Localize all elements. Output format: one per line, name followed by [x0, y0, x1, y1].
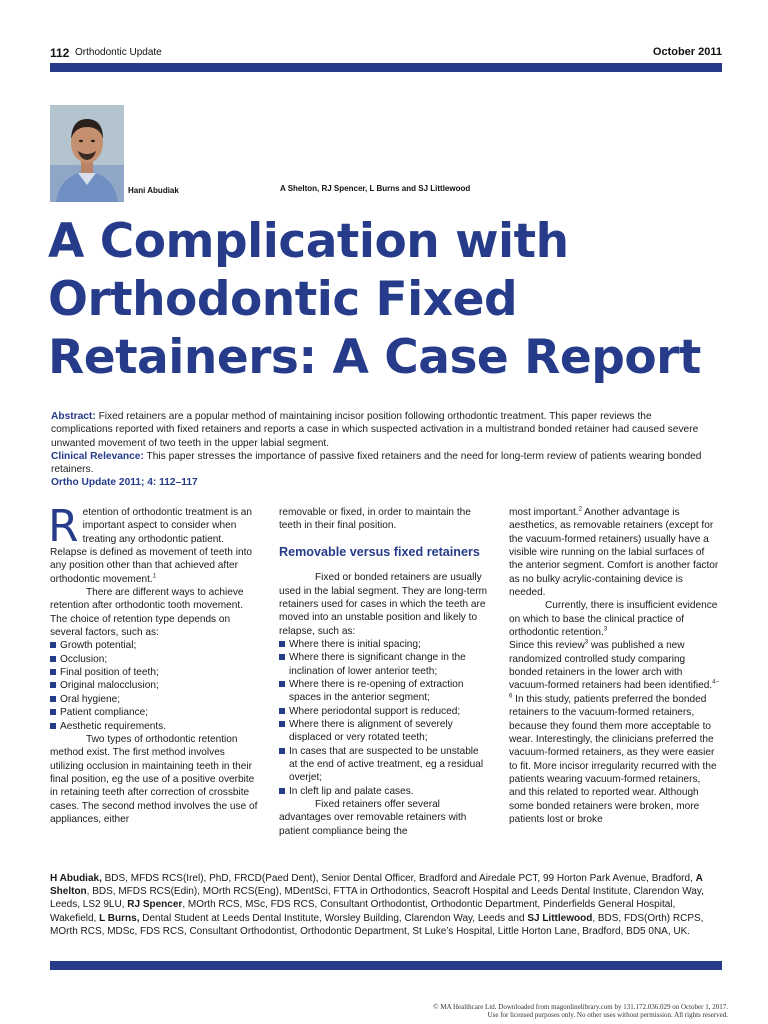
- citation: Ortho Update 2011; 4: 112–117: [51, 477, 198, 489]
- list-item: In cases that are suspected to be unstable at the end of active treatment, eg a residual overjet;: [279, 745, 489, 785]
- list-item: Aesthetic requirements.: [50, 720, 260, 733]
- list-item: Occlusion;: [50, 653, 260, 666]
- journal-name: Orthodontic Update: [75, 47, 162, 58]
- article-title: [48, 213, 728, 387]
- list-item: Patient compliance;: [50, 706, 260, 719]
- author-affiliations: H Abudiak, BDS, MFDS RCS(Irel), PhD, FRCD(Paed Dent), Senior Dental Officer, Bradford and Airedale PCT, 99 Horton Park Avenue, Bradford, A Shelton, BDS, MFDS RCS(Edin), MOrth RCS(Eng), MDentSci, FTTA in Orthodontics, Seacroft Hospital and Leeds Dental Institute, Clarendon Way, Leeds, LS2 9LU, RJ Spencer, MOrth RCS, MSc, FDS RCS, Consultant Orthodontist, Orthodontic Department, Pinderfields General Hospital, Wakefield, L Burns, Dental Student at Leeds Dental Institute, Worsley Building, Clarendon Way, Leeds and SJ Littlewood, BDS, FDS(Orth) RCPS, MOrth RCS, MDSc, FDS RCS, Consultant Orthodontist, Orthodontic Department, St Luke’s Hospital, Little Horton Lane, Bradford, BD5 0NA, UK.: [50, 873, 704, 937]
- clinical-relevance-label: Clinical Relevance:: [51, 450, 144, 462]
- title-line-3: Retainers: A Case Report: [48, 330, 701, 385]
- paragraph: Two types of orthodontic retention method exist. The first method involves utilizing occlusion in maintaining teeth in their final position, eg the use of a positive overbite in retaining teeth after correction of crossbite cases. The second method involves the use of appliances, either: [50, 733, 258, 825]
- title-line-2: Orthodontic Fixed: [48, 272, 518, 327]
- section-heading: Removable versus fixed retainers: [279, 544, 480, 559]
- paragraph: removable or fixed, in order to maintain the teeth in their final position.: [279, 507, 471, 532]
- page-number: 112: [50, 46, 70, 60]
- intro-paragraph: Retention of orthodontic treatment is an important aspect to consider when treating any orthodontic patient. Relapse is defined as movement of teeth into any position other than that achieved after orthodontic movement.$^1$: [48, 501, 253, 585]
- list-item: Oral hygiene;: [50, 693, 260, 706]
- list-item: Where there is re-opening of extraction spaces in the anterior segment;: [279, 678, 489, 705]
- list-item: Where periodontal support is reduced;: [279, 705, 489, 718]
- issue-date: October 2011: [652, 46, 722, 58]
- download-notice: © MA Healthcare Ltd. Downloaded from magonlinelibrary.com by 131.172.036.029 on October 1, 2017. Use for licensed purposes only. No other uses without permission. All rights reserved.: [433, 1003, 728, 1020]
- drop-cap: R: [48, 501, 79, 552]
- abstract-label: Abstract:: [51, 411, 96, 422]
- list-item: Final position of teeth;: [50, 666, 260, 679]
- bullet-list: [50, 639, 260, 732]
- paragraph: There are different ways to achieve retention after orthodontic tooth movement. The choice of retention type depends on several factors, such as:: [50, 587, 244, 639]
- bullet-list: [279, 638, 489, 798]
- photo-caption: Hani Abudiak: [128, 186, 179, 195]
- list-item: Where there is significant change in the inclination of lower anterior teeth;: [279, 651, 489, 678]
- body-column-2: [279, 506, 489, 838]
- list-item: In cleft lip and palate cases.: [279, 785, 489, 798]
- paragraph: most important.$^2$ Another advantage is aesthetics, as removable retainers (except for the vacuum-formed retainers) usually have a visible wire running on the labial surfaces of the anterior segment. Comfort is another factor as no bulky acrylic-containing device is needed.: [509, 506, 719, 599]
- author-photo: [50, 105, 124, 202]
- clinical-relevance: [51, 450, 711, 477]
- paragraph: Currently, there is insufficient evidence on which to base the clinical practice of orthodontic retention.$^3$: [509, 600, 718, 639]
- body-column-3: [509, 506, 719, 826]
- abstract: [51, 410, 711, 490]
- list-item: Growth potential;: [50, 639, 260, 652]
- paragraph: Since this review$^3$ was published a new randomized controlled study comparing bonded retainers in the lower arch with vacuum-formed retainers had been identified.$^{4-6}$ In this study, patients preferred the bonded retainers to the vacuum-formed retainers, because they found them more acceptable to wear. Interestingly, the clinicians preferred the vacuum-formed retainers, as they were easier to fit. More incisor irregularity recurred with the patients wearing vacuum-formed retainers, and this related to reported wear. Although some bonded retainers were broken, more patients lost or broke: [509, 640, 719, 825]
- list-item: Original malocclusion;: [50, 679, 260, 692]
- clinical-relevance-text: This paper stresses the importance of passive fixed retainers and the need for long-term review of patients wearing bonded retainers.: [51, 450, 702, 476]
- abstract-text: Fixed retainers are a popular method of maintaining incisor position following orthodontic treatment. This paper reviews the complications reported with fixed retainers and reports a case in which suspected activation in a multistrand bonded retainer had caused severe unwanted movement of two teeth in the upper labial segment.: [51, 411, 699, 449]
- paragraph: Fixed retainers offer several advantages over removable retainers with patient compliance being the: [279, 799, 467, 837]
- header-rule: [50, 63, 722, 72]
- body-column-1: [48, 501, 260, 826]
- title-line-1: A Complication with: [48, 214, 569, 269]
- list-item: Where there is initial spacing;: [279, 638, 489, 651]
- author-list: A Shelton, RJ Spencer, L Burns and SJ Littlewood: [280, 184, 471, 193]
- paragraph: Fixed or bonded retainers are usually used in the labial segment. They are long-term retainers used for cases in which the teeth are moved into an unstable position and likely to relapse, such as:: [279, 572, 487, 637]
- footer-rule: [50, 961, 722, 970]
- list-item: Where there is alignment of severely displaced or very rotated teeth;: [279, 718, 489, 745]
- abstract-paragraph: [51, 410, 711, 450]
